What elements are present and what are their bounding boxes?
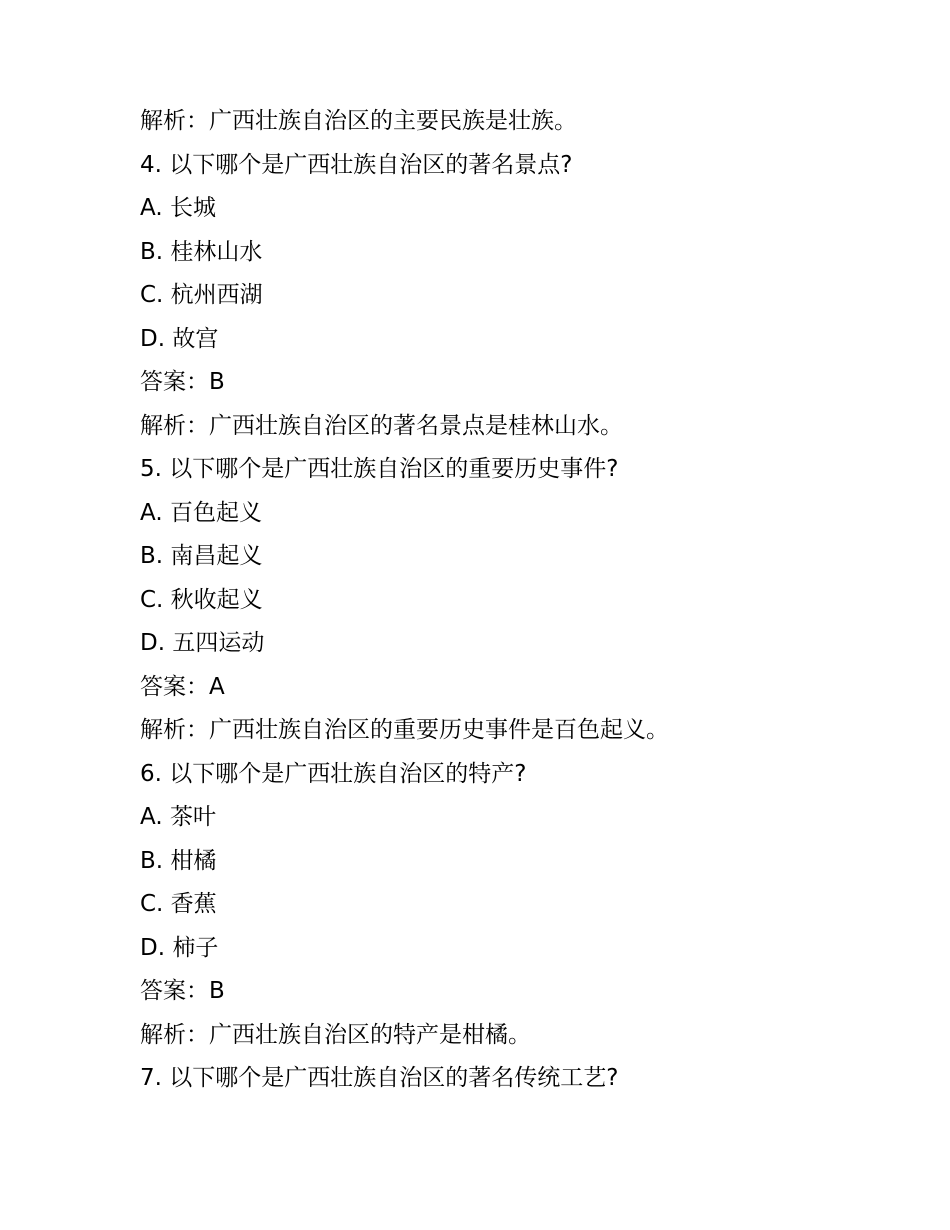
question-4-explanation: 解析：广西壮族自治区的著名景点是桂林山水。 [140, 412, 623, 439]
question-4-option-c: C. 杭州西湖 [140, 282, 263, 308]
question-4: 4. 以下哪个是广西壮族自治区的著名景点? [140, 151, 573, 178]
question-5-explanation: 解析：广西壮族自治区的重要历史事件是百色起义。 [140, 717, 669, 743]
question-5-option-a: A. 百色起义 [140, 499, 262, 526]
question-7: 7. 以下哪个是广西壮族自治区的著名传统工艺? [140, 1065, 619, 1091]
document-content [140, 100, 840, 1101]
question-4-option-a: A. 长城 [140, 195, 216, 221]
question-5-option-c: C. 秋收起义 [140, 586, 263, 613]
question-5-answer: 答案：A [140, 673, 225, 700]
question-5: 5. 以下哪个是广西壮族自治区的重要历史事件? [140, 456, 619, 482]
question-6-option-a: A. 茶叶 [140, 804, 216, 830]
question-6-option-b: B. 柑橘 [140, 847, 217, 874]
question-5-option-b: B. 南昌起义 [140, 543, 263, 569]
question-4-option-d: D. 故宫 [140, 325, 219, 352]
question-6-answer: 答案：B [140, 978, 225, 1004]
question-5-option-d: D. 五四运动 [140, 630, 265, 656]
question-6: 6. 以下哪个是广西壮族自治区的特产? [140, 760, 527, 787]
question-6-option-d: D. 柿子 [140, 934, 219, 961]
question-6-explanation: 解析：广西壮族自治区的特产是柑橘。 [140, 1021, 531, 1048]
question-6-option-c: C. 香蕉 [140, 891, 217, 917]
question-4-answer: 答案：B [140, 369, 225, 395]
explanation-line: 解析：广西壮族自治区的主要民族是壮族。 [140, 108, 577, 134]
question-4-option-b: B. 桂林山水 [140, 238, 263, 265]
